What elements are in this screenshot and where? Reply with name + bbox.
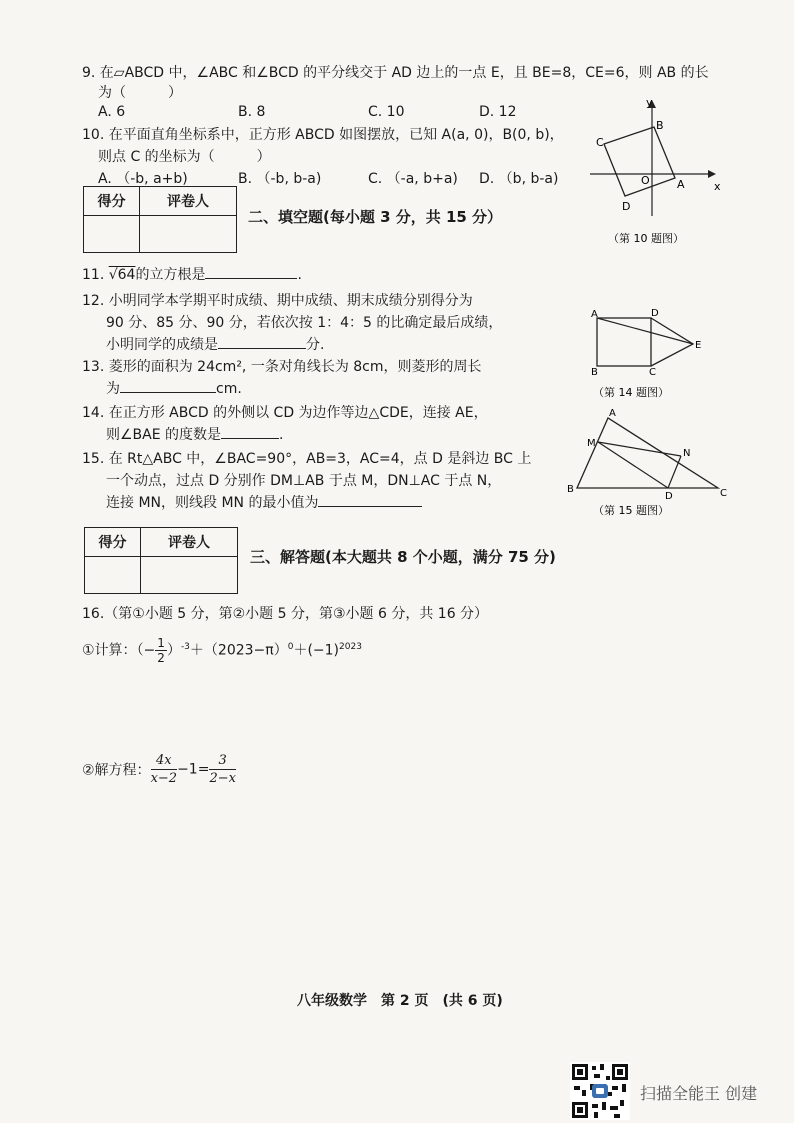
- q10-line2: 则点 C 的坐标为（ ）: [98, 149, 271, 165]
- q12-line3b: 分.: [306, 337, 325, 353]
- label-c: C: [596, 136, 604, 149]
- label-y: y: [646, 96, 653, 109]
- label-o: O: [641, 174, 650, 187]
- q16-p1-exp1: -3: [180, 641, 190, 652]
- q15-line1: 15. 在 Rt△ABC 中，∠BAC=90°，AB=3，AC=4，点 D 是斜边 BC 上: [82, 451, 532, 467]
- q13-blank[interactable]: [120, 392, 216, 393]
- q12-line1: 12. 小明同学本学期平时成绩、期中成绩、期末成绩分别得分为: [82, 293, 473, 309]
- q15-blank[interactable]: [318, 506, 422, 507]
- q11-end: .: [297, 267, 302, 283]
- grader-cell-2[interactable]: [141, 557, 238, 594]
- q11-text: 的立方根是: [135, 267, 206, 283]
- q14-line2: [106, 424, 283, 444]
- q15-line3-text: 连接 MN，则线段 MN 的最小值为: [106, 495, 319, 511]
- q15-line2: 一个动点，过点 D 分别作 DM⊥AB 于点 M，DN⊥AC 于点 N，: [106, 473, 502, 489]
- q9-opt-b: B. 8: [238, 104, 266, 120]
- score-header: 得分: [84, 187, 140, 216]
- q10-opt-b: B. （-b, b-a): [238, 171, 322, 187]
- fig10-caption: （第 10 题图）: [608, 232, 684, 245]
- f15-d: D: [665, 491, 673, 502]
- f14-d: D: [651, 308, 659, 319]
- q11: [82, 264, 302, 284]
- q16-p1-a: （−: [136, 642, 156, 659]
- q14-line1: 14. 在正方形 ABCD 的外侧以 CD 为边作等边△CDE，连接 AE，: [82, 405, 488, 421]
- q16-p1-exp3: 2023: [339, 641, 362, 652]
- q16-p2-mid: −1=: [177, 761, 210, 778]
- q13-line2: [106, 378, 242, 398]
- f15-c: C: [720, 488, 727, 499]
- q9-opt-a: A. 6: [98, 104, 126, 120]
- segment-mn: [598, 442, 681, 456]
- grader-header-2: 评卷人: [141, 528, 238, 557]
- q12-line3: [106, 334, 324, 354]
- qr-code-icon: [570, 1062, 630, 1120]
- q16-p2-num1: 4x: [151, 752, 178, 770]
- label-x: x: [714, 180, 721, 193]
- f14-b: B: [591, 367, 598, 378]
- section2-title: 二、填空题(每小题 3 分，共 15 分）: [248, 208, 503, 226]
- q16-part2: [82, 752, 236, 787]
- q9-opt-d: D. 12: [479, 104, 517, 120]
- watermark-text: 扫描全能王 创建: [640, 1084, 758, 1103]
- grader-cell[interactable]: [140, 216, 237, 253]
- triangle-abc: [577, 418, 718, 488]
- score-table-2: [84, 527, 238, 594]
- q16-p1-den: 2: [157, 651, 165, 665]
- q10-opt-d: D. （b, b-a): [479, 171, 559, 187]
- q14-line2a: 则∠BAE 的度数是: [106, 427, 222, 443]
- square-abcd: [604, 127, 675, 196]
- q12-line2: 90 分、85 分、90 分，若依次按 1：4：5 的比确定最后成绩，: [106, 315, 503, 331]
- f14-c: C: [649, 367, 656, 378]
- score-cell-2[interactable]: [85, 557, 141, 594]
- q16-p1-fraction: [155, 636, 167, 665]
- q9-line2: 为（ ）: [98, 85, 182, 101]
- q9-line1: 9. 在▱ABCD 中，∠ABC 和∠BCD 的平分线交于 AD 边上的一点 E，且 BE=8，CE=6，则 AB 的长: [82, 65, 709, 81]
- page-footer: 八年级数学 第 2 页 (共 6 页): [297, 993, 503, 1009]
- q16-p2-den2: 2−x: [209, 771, 236, 786]
- label-a: A: [677, 178, 685, 191]
- q16-p1-b: ）: [166, 642, 181, 659]
- q15-line3: [106, 492, 422, 512]
- label-b: B: [656, 119, 664, 132]
- f15-n: N: [683, 448, 691, 459]
- q16-header: 16.（第①小题 5 分，第②小题 5 分，第③小题 6 分，共 16 分）: [82, 606, 489, 622]
- fig14-caption: （第 14 题图）: [593, 386, 669, 399]
- q14-line2b: .: [279, 427, 284, 443]
- segment-ae: [597, 318, 693, 344]
- f14-a: A: [591, 309, 598, 320]
- fig15-caption: （第 15 题图）: [593, 504, 669, 517]
- q16-p1-exp2: 0: [287, 641, 294, 652]
- q16-p2-fraction1: [151, 752, 178, 787]
- f15-a: A: [609, 408, 616, 419]
- score-cell[interactable]: [84, 216, 140, 253]
- q13-line2a: 为: [106, 381, 120, 397]
- grader-header: 评卷人: [140, 187, 237, 216]
- f15-b: B: [567, 484, 574, 495]
- q16-part1: [82, 636, 362, 665]
- label-d: D: [622, 200, 631, 213]
- score-table-1: [83, 186, 237, 253]
- q16-p2-label: ②解方程：: [82, 762, 151, 779]
- q11-prefix: 11.: [82, 267, 109, 283]
- figure-q15: [565, 404, 735, 522]
- q10-line1: 10. 在平面直角坐标系中，正方形 ABCD 如图摆放，已知 A(a, 0)，B(0, b)，: [82, 127, 564, 143]
- q16-p1-d: ＋(−1): [293, 642, 340, 659]
- q16-p2-den1: x−2: [150, 771, 178, 786]
- q9-opt-c: C. 10: [368, 104, 405, 120]
- q13-line1: 13. 菱形的面积为 24cm², 一条对角线长为 8cm，则菱形的周长: [82, 359, 482, 375]
- q16-p2-num2: 3: [209, 752, 236, 770]
- q12-blank[interactable]: [218, 348, 306, 349]
- f15-m: M: [587, 438, 596, 449]
- section3-title: 三、解答题(本大题共 8 个小题，满分 75 分): [250, 548, 556, 566]
- q10-opt-a: A. （-b, a+b): [98, 171, 188, 187]
- q16-p1-label: ①计算：: [82, 642, 137, 659]
- score-header-2: 得分: [85, 528, 141, 557]
- f14-e: E: [695, 340, 702, 351]
- q14-blank[interactable]: [221, 438, 279, 439]
- x-axis-arrow: [708, 170, 716, 178]
- q16-p1-num: 1: [157, 636, 165, 650]
- q12-line3a: 小明同学的成绩是: [106, 337, 218, 353]
- q16-p1-c: ＋（2023−π）: [189, 642, 288, 659]
- q11-blank[interactable]: [205, 278, 297, 279]
- q10-opt-c: C. （-a, b+a): [368, 171, 458, 187]
- figure-q10: [582, 92, 732, 252]
- q16-p2-fraction2: [209, 752, 236, 787]
- figure-q14: [585, 302, 715, 402]
- q11-radical: √64: [108, 267, 136, 283]
- q13-line2b: cm.: [216, 381, 242, 397]
